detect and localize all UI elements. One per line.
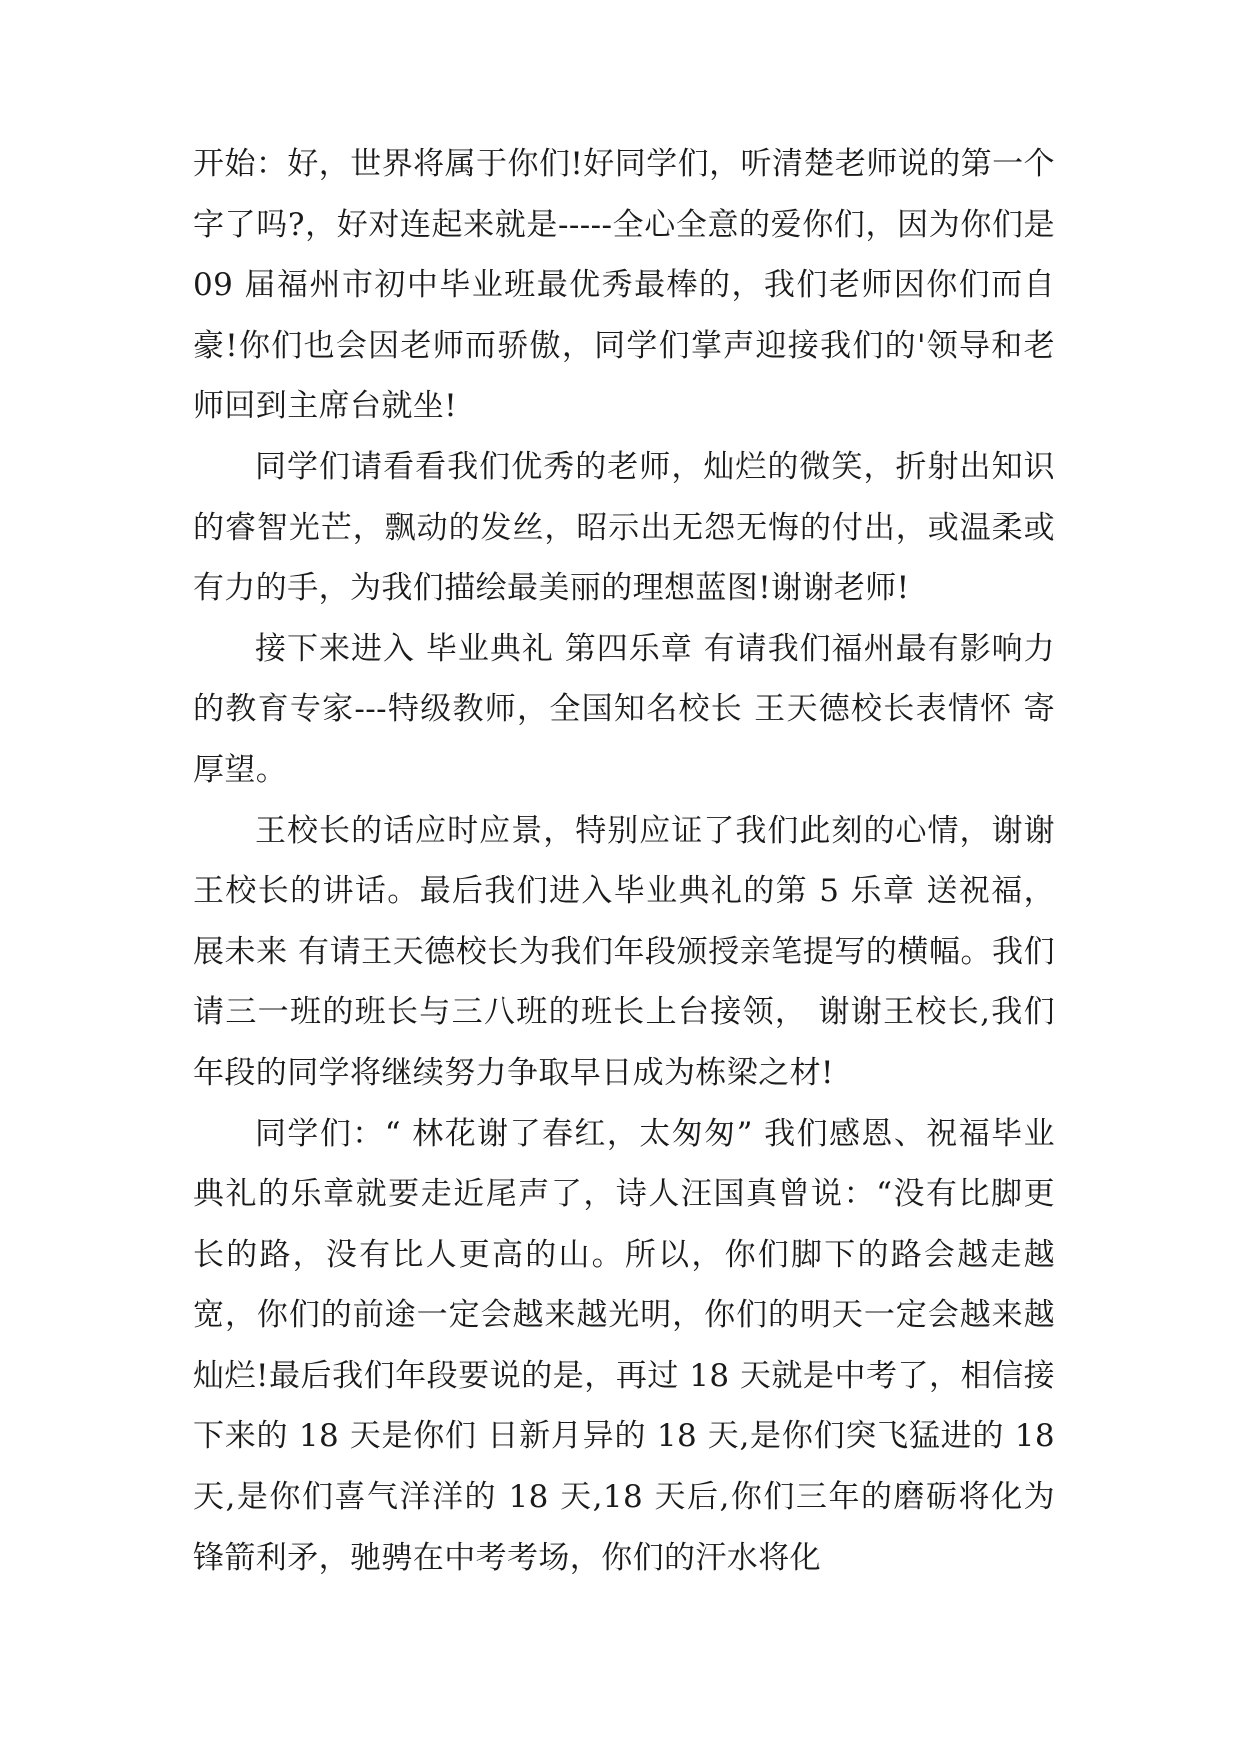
paragraph-fourth-movement: 接下来进入 毕业典礼 第四乐章 有请我们福州最有影响力的教育专家---特级教师，全国知名校长 王天德校长表情怀 寄厚望。 [193,630,1055,788]
paragraph-closing: 同学们：“ 林花谢了春红，太匆匆” 我们感恩、祝福毕业典礼的乐章就要走近尾声了，诗人汪国真曾说：“没有比脚更长的路，没有比人更高的山。所以，你们脚下的路会越走越宽，你们的前途一定会越来越光明，你们的明天一定会越来越灿烂!最后我们年段要说的是，再过 18 天就是中考了，相信接下来的 18 天是你们 日新月异的 18 天,是你们突飞猛进的 18 天,是你们喜气洋洋的 18 天,18 天后,你们三年的磨砺将化为锋箭利矛，驰骋在中考考场，你们的汗水将化 [193,1115,1055,1576]
paragraph-fifth-movement: 王校长的话应时应景，特别应证了我们此刻的心情，谢谢王校长的讲话。最后我们进入毕业典礼的第 5 乐章 送祝福，展未来 有请王天德校长为我们年段颁授亲笔提写的横幅。我们请三一班的班长与三八班的班长上台接领， 谢谢王校长,我们年段的同学将继续努力争取早日成为栋梁之材! [193,812,1055,1091]
paragraph-opening: 开始：好，世界将属于你们!好同学们，听清楚老师说的第一个字了吗?，好对连起来就是-----全心全意的爱你们，因为你们是 09 届福州市初中毕业班最优秀最棒的，我们老师因你们而自豪!你们也会因老师而骄傲，同学们掌声迎接我们的'领导和老师回到主席台就坐! [193,146,1055,425]
document-page [193,134,1055,1588]
paragraph-teachers: 同学们请看看我们优秀的老师，灿烂的微笑，折射出知识的睿智光芒，飘动的发丝，昭示出无怨无悔的付出，或温柔或有力的手，为我们描绘最美丽的理想蓝图!谢谢老师! [193,448,1055,607]
